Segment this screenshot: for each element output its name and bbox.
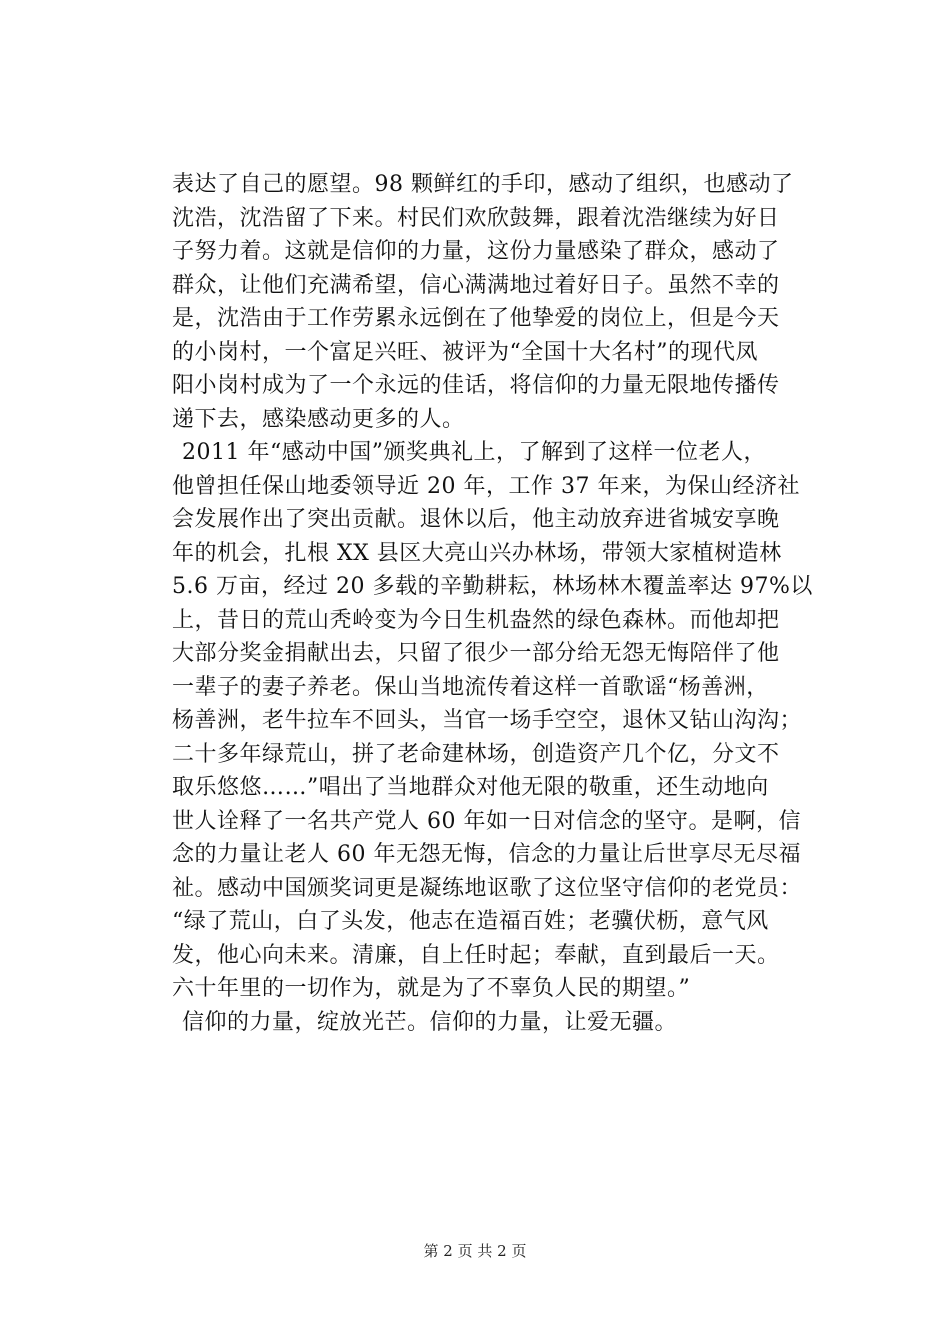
text-line: 群众，让他们充满希望，信心满满地过着好日子。虽然不幸的 (172, 272, 780, 298)
text-line: “绿了荒山，白了头发，他志在造福百姓；老骥伏枥，意气风 (172, 909, 769, 934)
text-line: 祉。感动中国颁奖词更是凝练地讴歌了这位坚守信仰的老党员： (172, 875, 803, 901)
text-line: 世人诠释了一名共产党人 60 年如一日对信念的坚守。是啊，信 (172, 808, 801, 834)
text-line: 上，昔日的荒山秃岭变为今日生机盎然的绿色森林。而他却把 (172, 607, 780, 633)
text-line: 念的力量让老人 60 年无怨无悔，信念的力量让后世享尽无尽福 (172, 842, 801, 867)
text-line: 递下去，感染感动更多的人。 (172, 406, 465, 432)
text-line: 阳小岗村成为了一个永远的佳话，将信仰的力量无限地传播传 (172, 373, 780, 398)
text-line: 二十多年绿荒山，拼了老命建林场，创造资产几个亿，分文不 (172, 741, 780, 767)
text-line: 一辈子的妻子养老。保山当地流传着这样一首歌谣“杨善洲， (172, 674, 769, 700)
body-text (172, 168, 813, 1039)
text-line: 发，他心向未来。清廉，自上任时起；奉献，直到最后一天。 (172, 942, 780, 968)
text-line: 的小岗村，一个富足兴旺、被评为“全国十大名村”的现代凤 (172, 339, 758, 365)
text-line: 会发展作出了突出贡献。退休以后，他主动放弃进省城安享晚 (172, 507, 780, 532)
text-line: 大部分奖金捐献出去，只留了很少一部分给无怨无悔陪伴了他 (172, 641, 780, 666)
text-line: 年的机会，扎根 XX 县区大亮山兴办林场，带领大家植树造林 (172, 540, 782, 566)
text-line: 5.6 万亩，经过 20 多载的辛勤耕耘，林场林木覆盖率达 97%以 (172, 574, 813, 599)
text-line: 表达了自己的愿望。98 颗鲜红的手印，感动了组织，也感动了 (172, 172, 794, 197)
text-line: 他曾担任保山地委领导近 20 年，工作 37 年来，为保山经济社 (172, 473, 800, 499)
page-footer: 第 2 页 共 2 页 (423, 1242, 527, 1260)
text-line: 杨善洲，老牛拉车不回头，当官一场手空空，退休又钻山沟沟； (172, 708, 803, 733)
paragraph-start-line: 信仰的力量，绽放光芒。信仰的力量，让爱无疆。 (182, 1009, 678, 1035)
text-line: 六十年里的一切作为，就是为了不辜负人民的期望。” (172, 976, 691, 1001)
text-line: 沈浩，沈浩留了下来。村民们欢欣鼓舞，跟着沈浩继续为好日 (172, 205, 780, 231)
text-line: 子努力着。这就是信仰的力量，这份力量感染了群众，感动了 (172, 239, 780, 264)
text-line: 是，沈浩由于工作劳累永远倒在了他挚爱的岗位上，但是今天 (172, 306, 780, 331)
paragraph-start-line: 2011 年“感动中国”颁奖典礼上，了解到了这样一位老人， (182, 440, 766, 465)
text-line: 取乐悠悠……”唱出了当地群众对他无限的敬重，还生动地向 (172, 775, 769, 800)
